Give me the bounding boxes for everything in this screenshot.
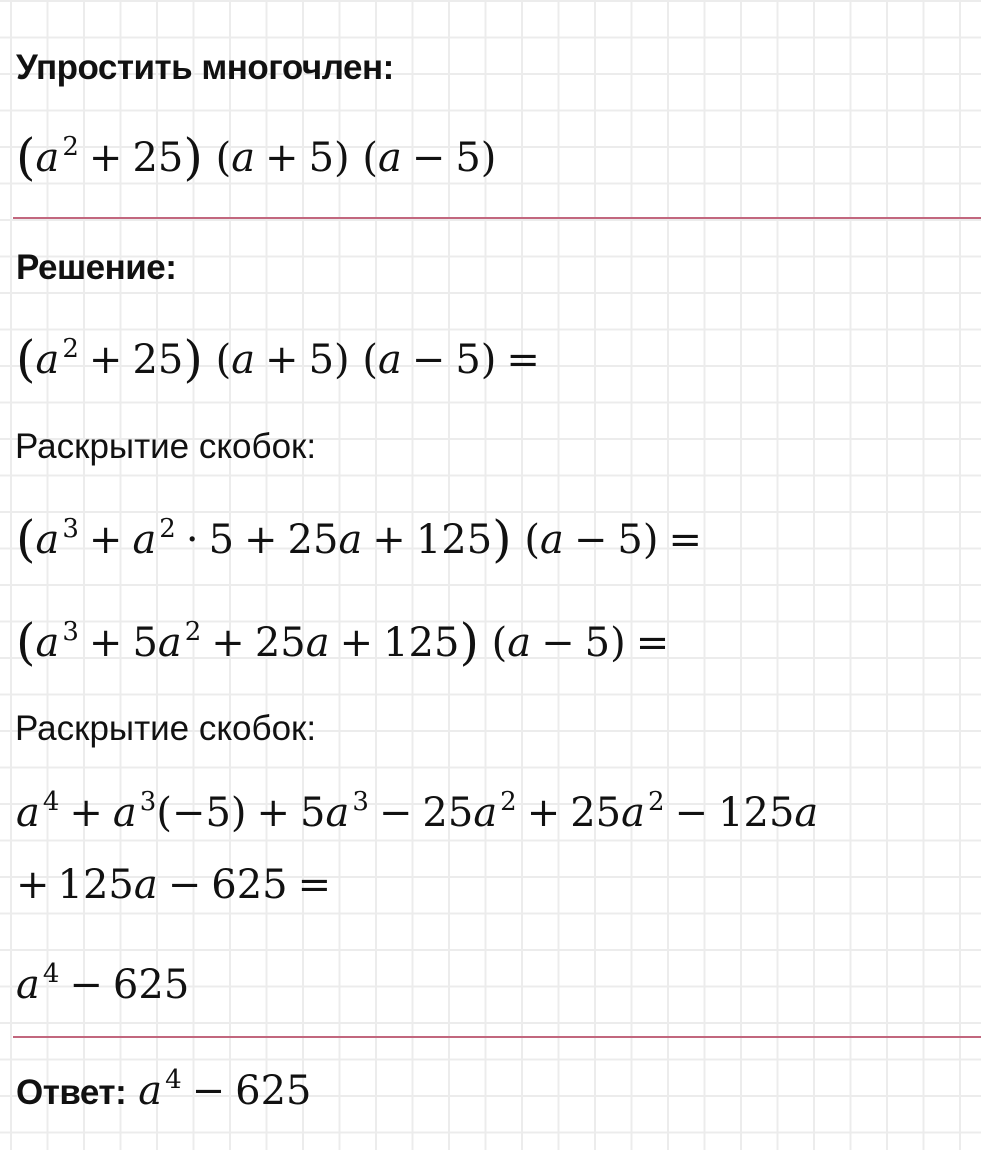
solution-step: a $^4$ − 625: [16, 959, 190, 1008]
problem-heading: Упростить многочлен:: [16, 48, 394, 87]
solution-step: (a $^3$ + a $^2$ · 5 + 25a + 125) (a − 5) =: [16, 510, 702, 568]
section-divider: [13, 217, 981, 219]
solution-step: (a $^3$ + 5a $^2$ + 25a + 125) (a − 5) =: [16, 613, 670, 671]
step-label: Раскрытие скобок:: [15, 427, 317, 466]
solution-step: + 125a − 625 =: [16, 862, 332, 908]
solution-step: (a $^2$ + 25) (a + 5) (a − 5) =: [16, 330, 540, 388]
section-divider: [13, 1036, 981, 1038]
solution-heading: Решение:: [16, 248, 177, 287]
step-label: Раскрытие скобок:: [15, 709, 317, 748]
answer-label: Ответ:: [16, 1073, 127, 1112]
answer-line: [16, 1065, 312, 1114]
problem-expression: (a $^2$ + 25) (a + 5) (a − 5): [16, 128, 497, 186]
solution-step: a $^4$ + a $^3$(−5) + 5a $^3$ − 25a $^2$ + 25a $^2$ − 125a: [16, 787, 819, 836]
answer-expression: a $^4$ − 625: [138, 1065, 312, 1114]
